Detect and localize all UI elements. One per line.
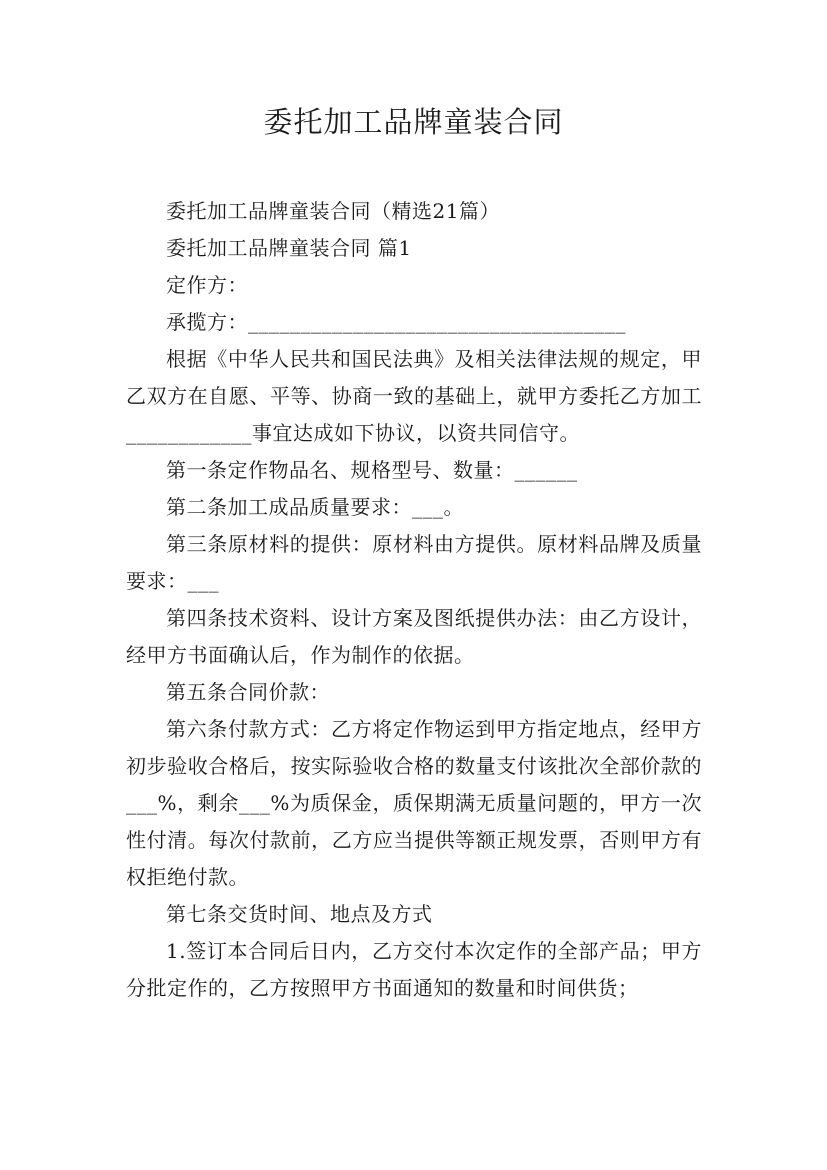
clause-1: 第一条定作物品名、规格型号、数量：______ [166, 458, 578, 482]
clause-3: 第三条原材料的提供：原材料由方提供。原材料品牌及质量要求：___ [126, 532, 702, 593]
clause-2: 第二条加工成品质量要求：___。 [166, 495, 464, 519]
clause-4: 第四条技术资料、设计方案及图纸提供办法：由乙方设计，经甲方书面确认后，作为制作的依据。 [126, 606, 702, 667]
clause-7: 第七条交货时间、地点及方式 [166, 902, 433, 926]
preamble-paragraph: 根据《中华人民共和国民法典》及相关法律法规的规定，甲乙双方在自愿、平等、协商一致的基础上，就甲方委托乙方加工____________事宜达成如下协议，以资共同信守。 [126, 347, 702, 445]
doc-subtitle: 委托加工品牌童装合同（精选21篇） [166, 199, 500, 223]
party-a-line: 定作方： [166, 273, 248, 297]
section-heading: 委托加工品牌童装合同 篇1 [166, 236, 412, 260]
party-b-line: 承揽方：____________________________________ [166, 310, 626, 334]
document-title: 委托加工品牌童装合同 [263, 105, 564, 139]
clause-7-item-1: 1.签订本合同后日内，乙方交付本次定作的全部产品；甲方分批定作的，乙方按照甲方书面通知的数量和时间供货； [126, 939, 702, 1000]
clause-6: 第六条付款方式：乙方将定作物运到甲方指定地点，经甲方初步验收合格后，按实际验收合格的数量支付该批次全部价款的___%，剩余___%为质保金，质保期满无质量问题的，甲方一次性付清。每次付款前，乙方应当提供等额正规发票，否则甲方有权拒绝付款。 [126, 717, 702, 889]
document-body [126, 193, 702, 1007]
clause-5: 第五条合同价款： [166, 680, 330, 704]
